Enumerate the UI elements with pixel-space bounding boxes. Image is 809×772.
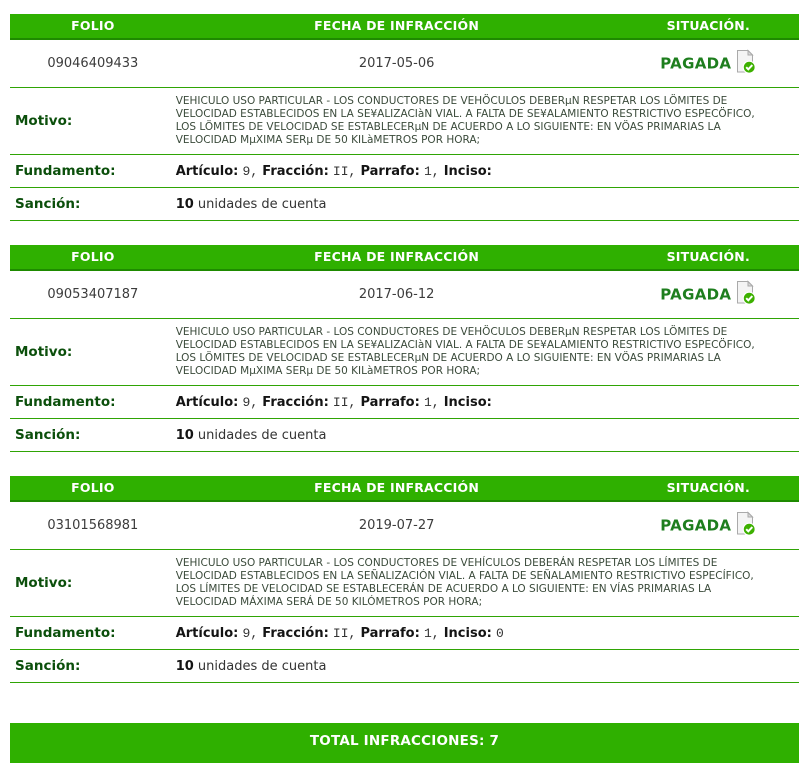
fraccion-label: Fracción: xyxy=(262,394,329,410)
articulo-value: 9, xyxy=(242,625,259,641)
table-row xyxy=(10,386,799,419)
folio-value: 09053407187 xyxy=(10,270,176,319)
status-badge: PAGADA xyxy=(660,516,732,535)
articulo-label: Artículo: xyxy=(175,163,239,179)
fraccion-value: II, xyxy=(332,625,357,641)
fecha-value: 2019-07-27 xyxy=(176,501,618,550)
table-row xyxy=(10,550,799,617)
inciso-label: Inciso: xyxy=(443,625,492,641)
folio-value: 03101568981 xyxy=(10,501,176,550)
situacion-column-header: SITUACIÓN. xyxy=(618,14,799,39)
card-header-row xyxy=(10,14,799,39)
table-row xyxy=(10,501,799,550)
sancion-unit: unidades de cuenta xyxy=(197,658,327,674)
situacion-cell xyxy=(618,39,799,88)
folio-value: 09046409433 xyxy=(10,39,176,88)
articulo-label: Artículo: xyxy=(175,394,239,410)
paid-receipt-document-icon[interactable] xyxy=(735,280,756,309)
table-row xyxy=(10,155,799,188)
status-badge: PAGADA xyxy=(660,285,732,304)
inciso-label: Inciso: xyxy=(443,163,492,179)
sancion-text xyxy=(176,650,799,683)
motivo-label: Motivo: xyxy=(10,88,176,155)
card-header-row xyxy=(10,245,799,270)
parrafo-value: 1, xyxy=(423,625,440,641)
table-row xyxy=(10,270,799,319)
infraction-card-3 xyxy=(10,476,799,683)
fraccion-label: Fracción: xyxy=(262,163,329,179)
fecha-column-header: FECHA DE INFRACCIÓN xyxy=(176,245,618,270)
fundamento-label: Fundamento: xyxy=(10,617,176,650)
paid-receipt-document-icon[interactable] xyxy=(735,511,756,540)
inciso-value: 0 xyxy=(495,625,504,641)
fecha-column-header: FECHA DE INFRACCIÓN xyxy=(176,476,618,501)
sancion-label: Sanción: xyxy=(10,188,176,221)
situacion-cell xyxy=(618,501,799,550)
card-header-row xyxy=(10,476,799,501)
sancion-value: 10 xyxy=(175,427,194,443)
fraccion-label: Fracción: xyxy=(262,625,329,641)
paid-receipt-document-icon[interactable] xyxy=(735,49,756,78)
fraccion-value: II, xyxy=(332,394,357,410)
table-row xyxy=(10,88,799,155)
table-row xyxy=(10,319,799,386)
articulo-value: 9, xyxy=(242,394,259,410)
motivo-text: VEHICULO USO PARTICULAR - LOS CONDUCTORES DE VEHÖCULOS DEBERµN RESPETAR LOS LÖMITES DE VELOCIDAD ESTABLECIDOS EN LA SE¥ALIZACIàN VIAL. A FALTA DE SE¥ALAMIENTO RESTRICTIVO ESPECÖFICO, LOS LÖMITES DE VELOCIDAD SE ESTABLECERµN DE ACUERDO A LO SIGUIENTE: EN VÖAS PRIMARIAS LA VELOCIDAD MµXIMA SERµ DE 50 KILàMETROS POR HORA; xyxy=(176,88,799,155)
sancion-value: 10 xyxy=(175,196,194,212)
status-badge: PAGADA xyxy=(660,54,732,73)
fecha-value: 2017-05-06 xyxy=(176,39,618,88)
sancion-label: Sanción: xyxy=(10,650,176,683)
table-row xyxy=(10,419,799,452)
sancion-unit: unidades de cuenta xyxy=(197,196,327,212)
motivo-label: Motivo: xyxy=(10,319,176,386)
folio-column-header: FOLIO xyxy=(10,14,176,39)
table-row xyxy=(10,188,799,221)
situacion-column-header: SITUACIÓN. xyxy=(618,476,799,501)
situacion-column-header: SITUACIÓN. xyxy=(618,245,799,270)
fraccion-value: II, xyxy=(332,163,357,179)
parrafo-label: Parrafo: xyxy=(360,625,420,641)
fecha-value: 2017-06-12 xyxy=(176,270,618,319)
fecha-column-header: FECHA DE INFRACCIÓN xyxy=(176,14,618,39)
fundamento-label: Fundamento: xyxy=(10,155,176,188)
infraction-card-2 xyxy=(10,245,799,452)
fundamento-text xyxy=(176,386,799,419)
table-row xyxy=(10,650,799,683)
situacion-cell xyxy=(618,270,799,319)
articulo-label: Artículo: xyxy=(175,625,239,641)
folio-column-header: FOLIO xyxy=(10,476,176,501)
sancion-unit: unidades de cuenta xyxy=(197,427,327,443)
fundamento-text xyxy=(176,617,799,650)
parrafo-value: 1, xyxy=(423,163,440,179)
sancion-text xyxy=(176,419,799,452)
folio-column-header: FOLIO xyxy=(10,245,176,270)
parrafo-label: Parrafo: xyxy=(360,394,420,410)
parrafo-value: 1, xyxy=(423,394,440,410)
motivo-label: Motivo: xyxy=(10,550,176,617)
sancion-label: Sanción: xyxy=(10,419,176,452)
parrafo-label: Parrafo: xyxy=(360,163,420,179)
articulo-value: 9, xyxy=(242,163,259,179)
sancion-value: 10 xyxy=(175,658,194,674)
sancion-text xyxy=(176,188,799,221)
table-row xyxy=(10,617,799,650)
total-infractions-bar: TOTAL INFRACCIONES: 7 xyxy=(10,723,799,763)
table-row xyxy=(10,39,799,88)
fundamento-text xyxy=(176,155,799,188)
motivo-text: VEHICULO USO PARTICULAR - LOS CONDUCTORES DE VEHÍCULOS DEBERÁN RESPETAR LOS LÍMITES DE VELOCIDAD ESTABLECIDOS EN LA SEÑALIZACIÓN VIAL. A FALTA DE SEÑALAMIENTO RESTRICTIVO ESPECÍFICO, LOS LÍMITES DE VELOCIDAD SE ESTABLECERÁN DE ACUERDO A LO SIGUIENTE: EN VÍAS PRIMARIAS LA VELOCIDAD MÁXIMA SERÁ DE 50 KILÓMETROS POR HORA; xyxy=(176,550,799,617)
motivo-text: VEHICULO USO PARTICULAR - LOS CONDUCTORES DE VEHÖCULOS DEBERµN RESPETAR LOS LÖMITES DE VELOCIDAD ESTABLECIDOS EN LA SE¥ALIZACIàN VIAL. A FALTA DE SE¥ALAMIENTO RESTRICTIVO ESPECÖFICO, LOS LÖMITES DE VELOCIDAD SE ESTABLECERµN DE ACUERDO A LO SIGUIENTE: EN VÖAS PRIMARIAS LA VELOCIDAD MµXIMA SERµ DE 50 KILàMETROS POR HORA; xyxy=(176,319,799,386)
inciso-label: Inciso: xyxy=(443,394,492,410)
fundamento-label: Fundamento: xyxy=(10,386,176,419)
infraction-card-1 xyxy=(10,14,799,221)
